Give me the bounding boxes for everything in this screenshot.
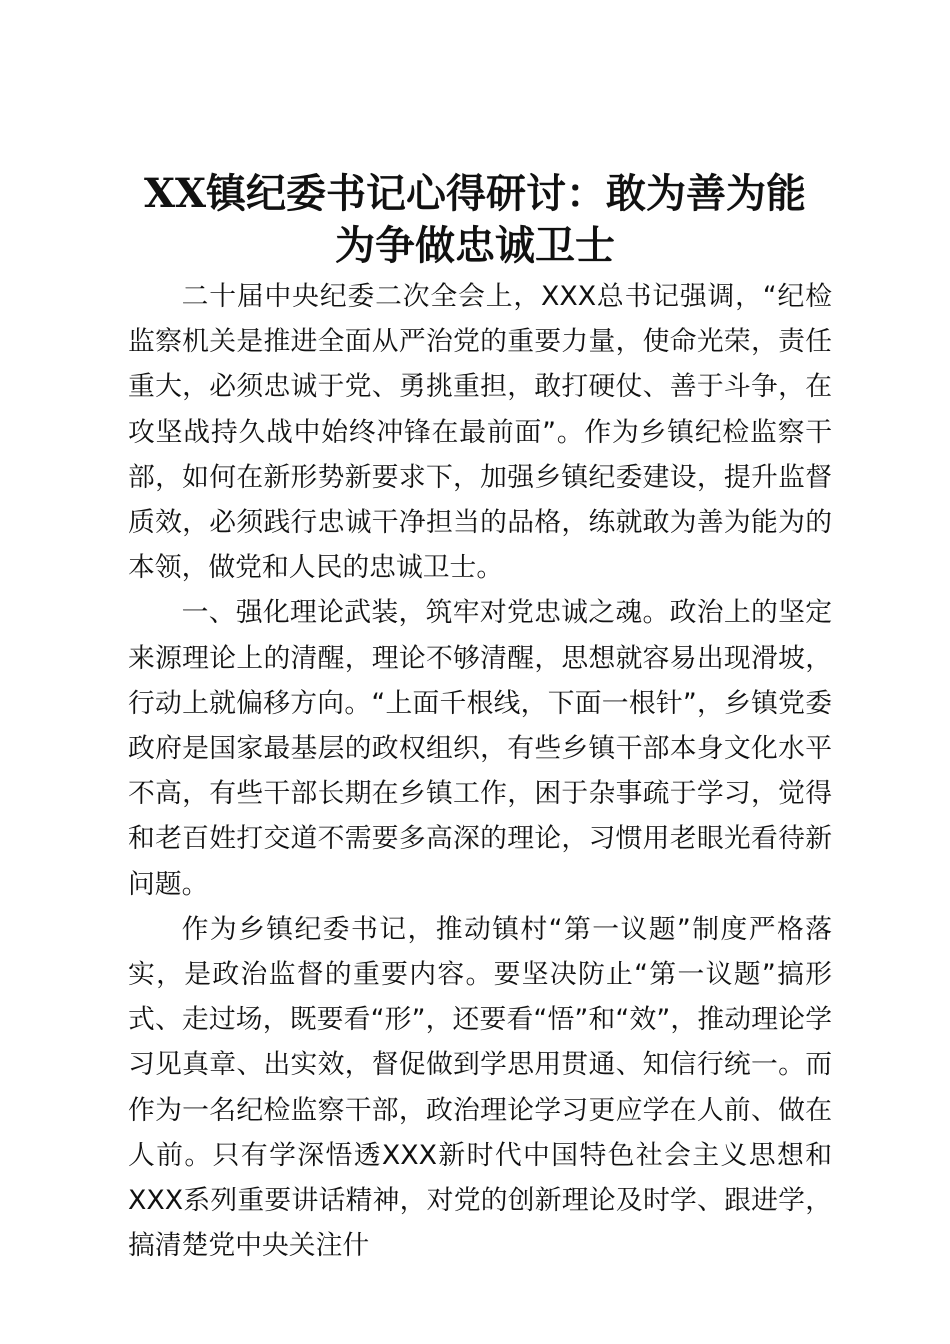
title-line-2: 为争做忠诚卫士 (335, 222, 615, 269)
paragraph-first-topic: 作为乡镇纪委书记，推动镇村“第一议题”制度严格落实，是政治监督的重要内容。要坚决防止“第一议题”搞形式、走过场，既要看“形”，还要看“悟”和“效”，推动理论学习见真章、出实效，督促做到学思用贯通、知信行统一。而作为一名纪检监察干部，政治理论学习更应学在人前、做在人前。只有学深悟透XXX新时代中国特色社会主义思想和XXX系列重要讲话精神，对党的创新理论及时学、跟进学，搞清楚党中央关注什 (128, 913, 832, 1262)
paragraph-intro: 二十届中央纪委二次全会上，XXX总书记强调，“纪检监察机关是推进全面从严治党的重要力量，使命光荣，责任重大，必须忠诚于党、勇挑重担，敢打硬仗、善于斗争，在攻坚战持久战中始终冲锋在最前面”。作为乡镇纪检监察干部，如何在新形势新要求下，加强乡镇纪委建设，提升监督质效，必须践行忠诚干净担当的品格，练就敢为善为能为的本领，做党和人民的忠诚卫士。 (128, 281, 832, 584)
document-body (128, 274, 832, 1268)
title-line-1: XX镇纪委书记心得研讨：敢为善为能 (143, 170, 807, 217)
paragraph-section-one: 一、强化理论武装，筑牢对党忠诚之魂。政治上的坚定来源理论上的清醒，理论不够清醒，思想就容易出现滑坡，行动上就偏移方向。“上面千根线，下面一根针”，乡镇党委政府是国家最基层的政权组织，有些乡镇干部本身文化水平不高，有些干部长期在乡镇工作，困于杂事疏于学习，觉得和老百姓打交道不需要多高深的理论，习惯用老眼光看待新问题。 (128, 597, 832, 900)
document-title (120, 168, 830, 272)
